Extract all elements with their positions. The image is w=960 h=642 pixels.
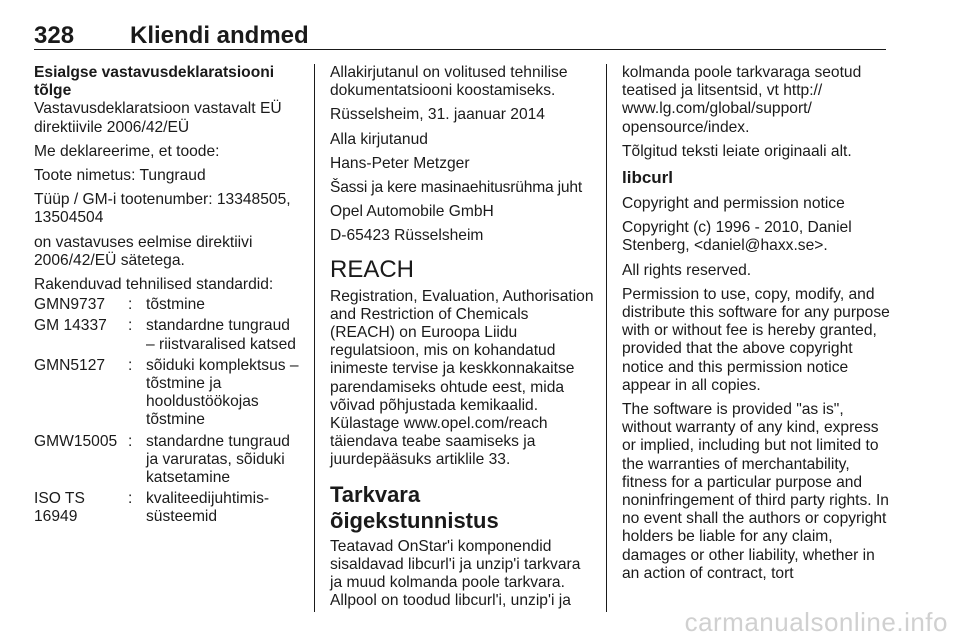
column-1 (34, 64, 300, 530)
column-2 (330, 64, 594, 616)
software-heading: Tarkvara õigekstunnistus (330, 481, 499, 533)
column-divider-2 (606, 64, 607, 612)
column-3 (622, 64, 890, 589)
paragraph: Allakirjutanul on volitused tehnilise dokumentatsiooni koostamiseks. (330, 64, 568, 100)
paragraph: Šassi ja kere masinaehitusrühma juht (330, 179, 582, 197)
reach-heading: REACH (330, 255, 415, 283)
standard-code: GM 14337 (34, 317, 107, 335)
reach-paragraph: Registration, Evaluation, Authorisation and Restriction of Chemicals (REACH) on Euroopa Liidu regulatsioon, mis on kohandatud inimeste tervise ja keskkonnakaitse parendamiseks ohtude eest, mida võivad põhjustada kemikaalid. Külastage www.opel.com/reach täiendava teabe saamiseks ja juurdepääsuks artiklile 33. (330, 287, 594, 469)
table-row (34, 490, 300, 529)
paragraph: Opel Automobile GmbH (330, 203, 494, 221)
column-divider-1 (314, 64, 315, 612)
standard-separator: : (128, 356, 133, 374)
header-divider (34, 49, 886, 50)
watermark: carmanualsonline.info (684, 607, 948, 637)
paragraph: D-65423 Rüsselsheim (330, 227, 484, 245)
paragraph: Permission to use, copy, modify, and distribute this software for any purpose with or without fee is hereby granted, provided that the above copyright notice and this permission notice appear in all copies. (622, 285, 890, 394)
standard-description: sõiduki komplektsus – tõstmine ja hooldustöökojas tõstmine (146, 356, 299, 429)
paragraph: Tüüp / GM-i tootenumber: 13348505, 13504504 (34, 191, 291, 227)
standards-table (34, 296, 300, 529)
declaration-heading-line1: Esialgse vastavusdeklaratsiooni (34, 64, 275, 81)
paragraph: Vastavusdeklaratsioon vastavalt EÜ direktiivile 2006/42/EÜ (34, 100, 282, 136)
standard-separator: : (128, 296, 133, 314)
paragraph: The software is provided "as is", without warranty of any kind, express or implied, including but not limited to the warranties of merchantability, fitness for a particular purpose and noninfringement of third party rights. In no event shall the authors or copyright holders be liable for any claim, damages or other liability, whether in an action of contract, tort (622, 401, 889, 582)
libcurl-heading: libcurl (622, 168, 674, 188)
table-row (34, 296, 300, 317)
standard-code: GMW15005 (34, 432, 118, 450)
paragraph: All rights reserved. (622, 261, 752, 279)
paragraph: Rüsselsheim, 31. jaanuar 2014 (330, 106, 545, 124)
paragraph: Alla kirjutanud (330, 130, 428, 148)
standard-separator: : (128, 317, 133, 335)
standard-code: ISO TS 16949 (34, 490, 85, 526)
paragraph: Rakenduvad tehnilised standardid: (34, 276, 274, 294)
standard-separator: : (128, 490, 133, 508)
page-header (34, 22, 886, 52)
paragraph: Toote nimetus: Tungraud (34, 167, 206, 185)
declaration-heading-line2: tõlge (34, 82, 72, 100)
chapter-title: Kliendi andmed (130, 22, 309, 49)
paragraph: Tõlgitud teksti leiate originaali alt. (622, 142, 852, 160)
paragraph: Hans-Peter Metzger (330, 154, 470, 172)
standard-separator: : (128, 432, 133, 450)
paragraph: kolmanda poole tarkvaraga seotud teatised ja litsentsid, vt http:// www.lg.com/global/support/ opensource/index. (622, 64, 862, 136)
software-paragraph: Teatavad OnStar'i komponendid sisaldavad libcurl'i ja unzip'i tarkvara ja muud kolmanda poole tarkvara. Allpool on toodud libcurl'i, unzip'i ja (330, 537, 581, 610)
page-number: 328 (34, 22, 75, 49)
declaration-heading (34, 64, 300, 100)
standard-description: standardne tungraud ja varuratas, sõiduki katsetamine (146, 432, 290, 487)
standard-description: kvaliteedijuhtimis- süsteemid (146, 490, 270, 526)
paragraph: Copyright and permission notice (622, 195, 845, 213)
standard-code: GMN9737 (34, 296, 106, 314)
standard-description: standardne tungraud – riistvaralised katsed (146, 317, 296, 353)
paragraph: on vastavuses eelmise direktiivi 2006/42/EÜ sätetega. (34, 233, 253, 269)
paragraph: Copyright (c) 1996 - 2010, Daniel Stenberg, <daniel@haxx.se>. (622, 219, 852, 255)
table-row (34, 357, 300, 433)
standard-code: GMN5127 (34, 356, 106, 374)
paragraph: Me deklareerime, et toode: (34, 142, 220, 160)
table-row (34, 433, 300, 491)
standard-description: tõstmine (146, 296, 205, 314)
table-row (34, 317, 300, 356)
